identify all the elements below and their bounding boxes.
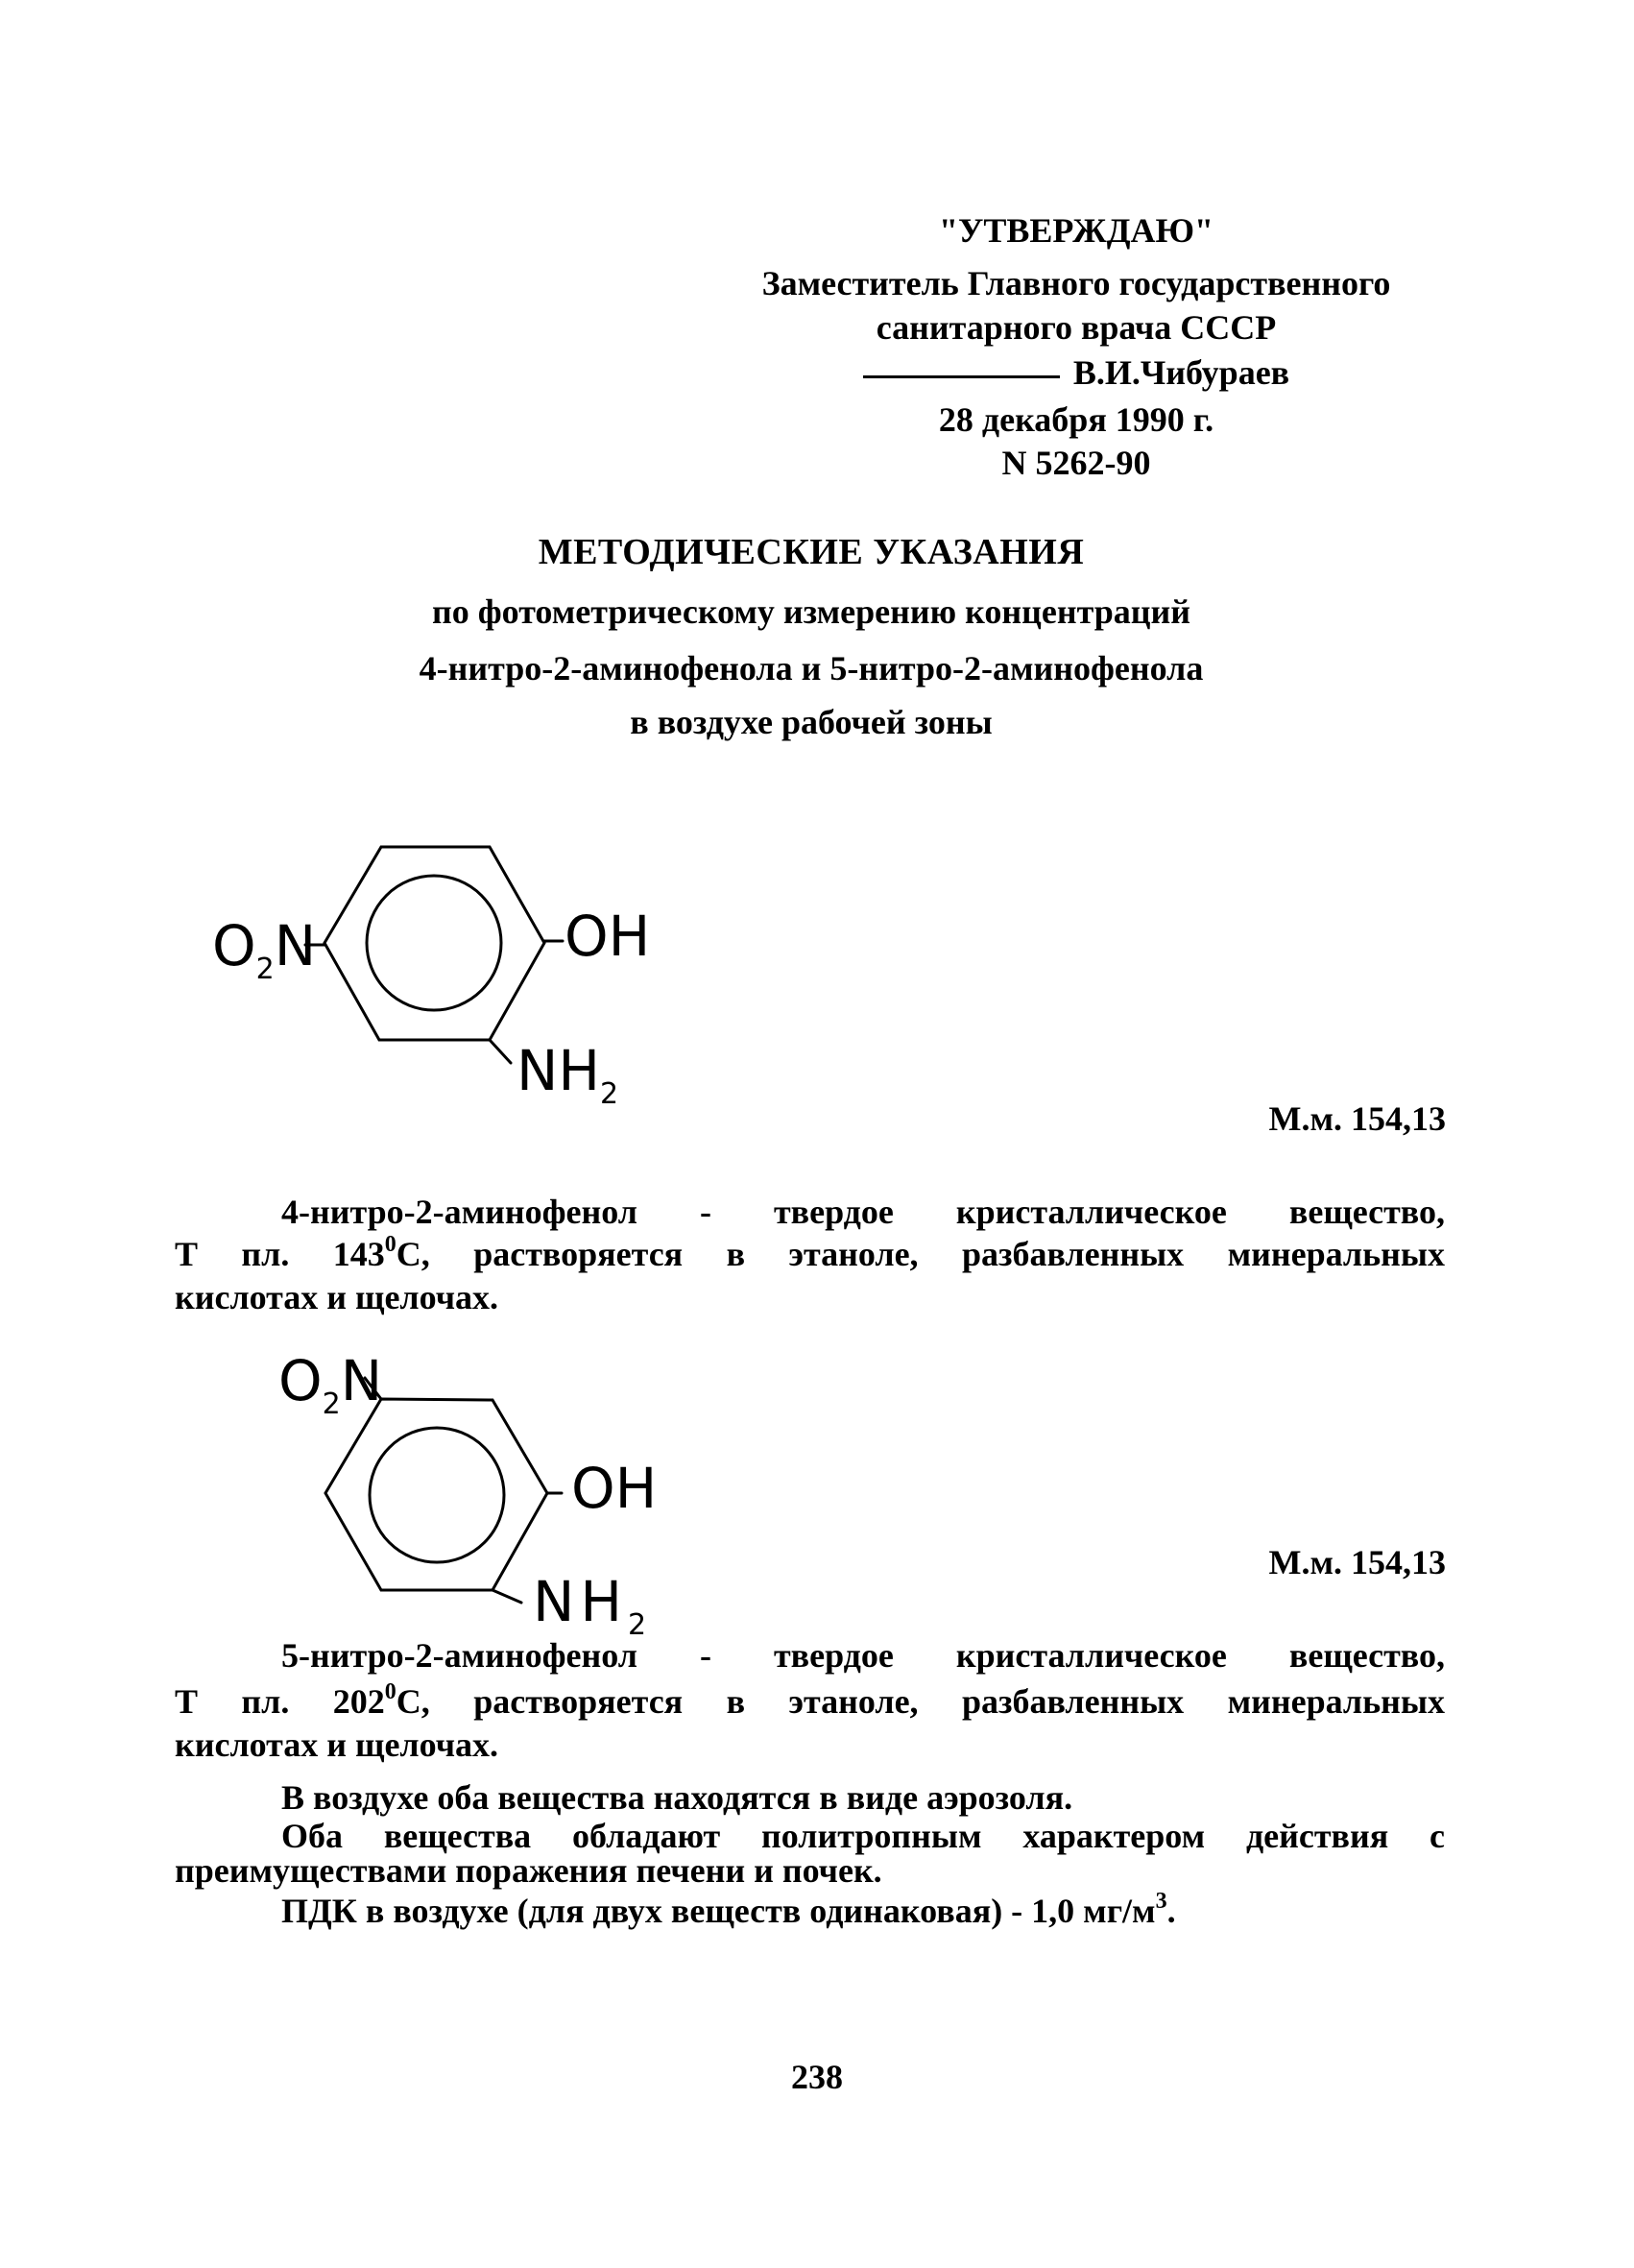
compound2-desc-line1: 5-нитро-2-аминофенол - твердое кристаллическое вещество,: [281, 1636, 1445, 1675]
document-subtitle-line1: по фотометрическому измерению концентраций: [432, 592, 1190, 631]
nitro-group-label: $O_2N$: [212, 913, 317, 986]
approval-number: N 5262-90: [1001, 444, 1151, 482]
compound1-desc-line2: Т пл. $143^0С$, растворяется в этаноле, разбавленных минеральных: [175, 1232, 1446, 1273]
document-subtitle-line2: 4-нитро-2-аминофенола и 5-нитро-2-аминофенола: [419, 649, 1204, 688]
nitro-group-label: $O_2N$: [278, 1348, 383, 1421]
molar-mass-1: М.м. 154,13: [1268, 1099, 1446, 1138]
note-toxicity-line1: Оба вещества обладают политропным характером действия с: [281, 1817, 1445, 1855]
amino-group-label: $NH_2$: [517, 1038, 619, 1111]
compound2-desc-line2: Т пл. $202^0С$, растворяется в этаноле, разбавленных минеральных: [175, 1679, 1446, 1721]
page-number: 238: [791, 2058, 843, 2096]
signature-name: В.И.Чибураев: [1072, 353, 1290, 392]
hydroxyl-group-label: OH: [565, 904, 651, 969]
note-toxicity-line2: преимуществами поражения печени и почек.: [175, 1851, 882, 1890]
compound2-desc-line3: кислотах и щелочах.: [175, 1725, 498, 1764]
approval-position-line2: санитарного врача СССР: [876, 308, 1277, 347]
note-aerosol: В воздухе оба вещества находятся в виде аэрозоля.: [281, 1778, 1073, 1817]
approval-date: 28 декабря 1990 г.: [938, 400, 1214, 439]
document-title: МЕТОДИЧЕСКИЕ УКАЗАНИЯ: [538, 532, 1085, 572]
signature-blank-line: [863, 375, 1060, 378]
compound1-desc-line3: кислотах и щелочах.: [175, 1278, 498, 1316]
approval-stamp: "УТВЕРЖДАЮ": [938, 211, 1214, 250]
molar-mass-2: М.м. 154,13: [1268, 1543, 1446, 1581]
approval-signature: [672, 351, 1480, 394]
compound1-desc-line1: 4-нитро-2-аминофенол - твердое кристаллическое вещество,: [281, 1193, 1445, 1231]
amino-group-label: $NH_2$: [533, 1569, 653, 1642]
approval-position-line1: Заместитель Главного государственного: [761, 264, 1391, 302]
hydroxyl-group-label: OH: [571, 1456, 658, 1521]
note-mac: ПДК в воздухе (для двух веществ одинаковая) - 1,0 $мг/м^3$.: [281, 1889, 1176, 1930]
document-subtitle-line3: в воздухе рабочей зоны: [630, 703, 993, 741]
